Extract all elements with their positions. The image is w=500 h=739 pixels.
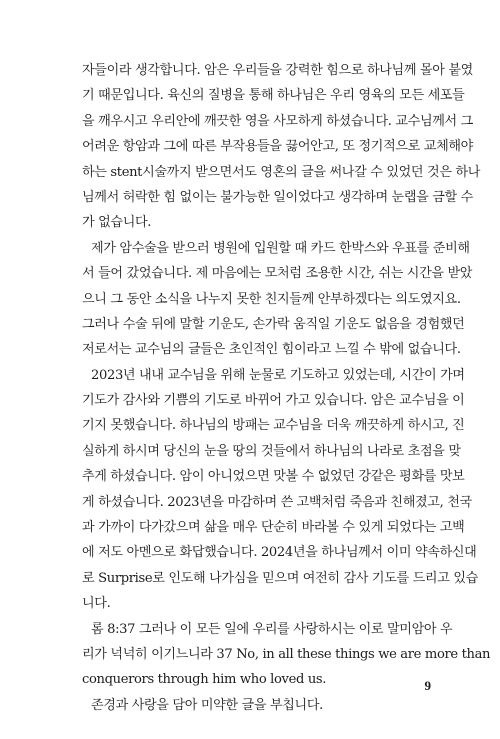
text-line: 실하게 하시며 당신의 눈을 땅의 것들에서 하나님의 나라로 초점을 맞 [82, 443, 461, 459]
text-line: 과 가까이 다가갔으며 삶을 매우 단순히 바라볼 수 있게 되었다는 고백 [82, 520, 465, 536]
text-line: 을 깨우시고 우리안에 깨끗한 영을 사모하게 하셨습니다. 교수님께서 그 [82, 113, 473, 129]
text-line: 하는 stent시술까지 받으면서도 영혼의 글을 써나갈 수 있었던 것은 하나 [82, 164, 481, 180]
text-line: 서 들어 갔었습니다. 제 마음에는 모처럼 조용한 시간, 쉬는 시간을 받았 [82, 266, 473, 282]
text-line: 어려운 항암과 그에 따른 부작용들을 끓어안고, 또 정기적으로 교체해야 [82, 139, 473, 155]
text-line: 그러나 수술 뒤에 말할 기운도, 손가락 움직일 기운도 없음을 경험했던 [82, 316, 465, 332]
text-line: 님께서 허락한 힘 없이는 불가능한 일이었다고 생각하며 눈랩을 금할 수 [82, 189, 473, 205]
text-line: conquerors through him who loved us. [82, 672, 327, 688]
text-line: 존경과 사랑을 담아 미약한 글을 부칩니다. [91, 697, 323, 713]
page-number: 9 [424, 678, 431, 693]
text-line: 로 Surprise로 인도해 나가심을 믿으며 여전히 감사 기도를 드리고 있습 [82, 570, 478, 586]
text-line: 기지 못했습니다. 하나님의 방패는 교수님을 더욱 깨끗하게 하시고, 진 [82, 418, 465, 434]
body-text [82, 58, 491, 718]
text-line: 기도가 감사와 기쁨의 기도로 바뀌어 가고 있습니다. 암은 교수님을 이 [82, 393, 465, 409]
text-line: 니다. [82, 596, 111, 612]
text-line: 롬 8:37 그러나 이 모든 일에 우리를 사랑하시는 이로 말미암아 우 [91, 621, 453, 637]
text-line: 리가 넉넉히 이기느니라 37 No, in all these things we are more than [82, 646, 491, 662]
text-line: 에 저도 아멘으로 화답했습니다. 2024년을 하나님께서 이미 약속하신대 [82, 545, 477, 561]
text-line: 기 때문입니다. 육신의 질병을 통해 하나님은 우리 영육의 모든 세포들 [82, 88, 465, 104]
text-line: 추게 하셨습니다. 암이 아니었으면 맛볼 수 없었던 강같은 평화를 맛보 [82, 469, 465, 485]
text-line: 저로서는 교수님의 글들은 초인적인 힘이라고 느낄 수 밖에 없습니다. [82, 342, 461, 358]
text-line: 게 하셨습니다. 2023년을 마감하며 쓴 고백처럼 죽음과 친해졌고, 천국 [82, 494, 472, 510]
text-line: 자들이라 생각합니다. 암은 우리들을 강력한 힘으로 하나님께 몰아 붙였 [82, 63, 473, 78]
text-line: 2023년 내내 교수님을 위해 눈물로 기도하고 있었는데, 시간이 가며 [91, 367, 465, 383]
text-line: 으니 그 동안 소식을 나누지 못한 친지들께 안부하겠다는 의도였지요. [82, 291, 461, 307]
text-line: 가 없습니다. [82, 215, 152, 231]
text-line: 제가 암수술을 받으러 병원에 입원할 때 카드 한박스와 우표를 준비해 [91, 240, 470, 256]
